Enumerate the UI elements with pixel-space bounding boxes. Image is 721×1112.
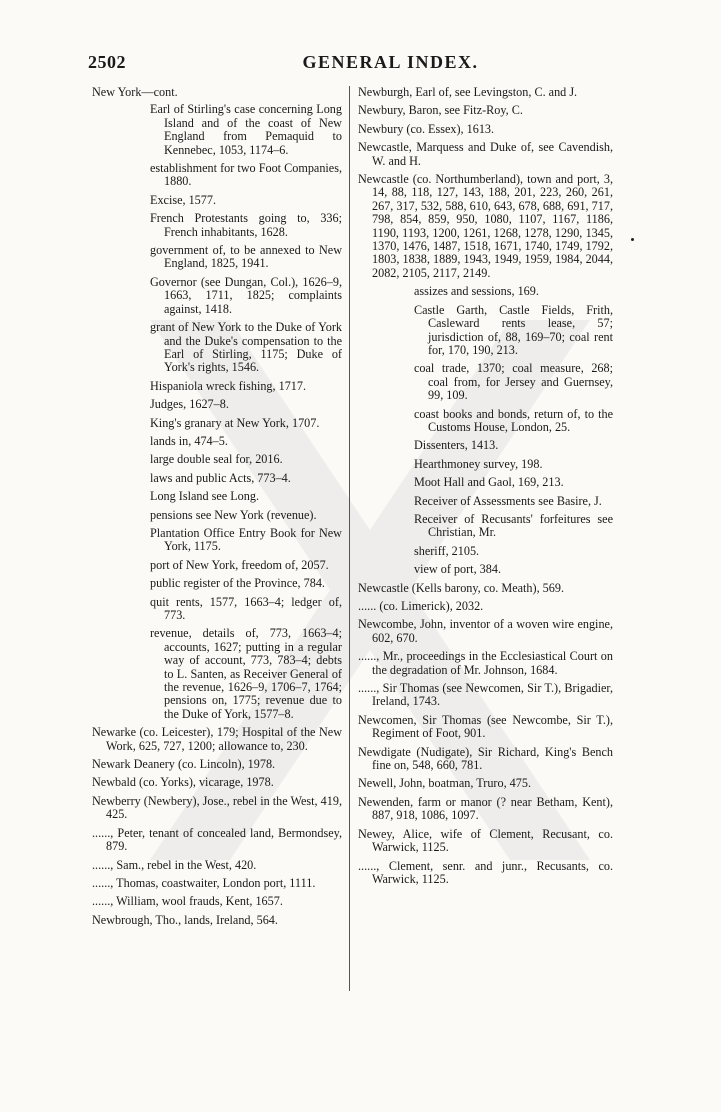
- index-subentry: view of port, 384.: [414, 562, 501, 577]
- index-entry: Newcomen, Sir Thomas (see Newcombe, Sir T.), Regiment of Foot, 901.: [358, 712, 613, 741]
- index-subentry: laws and public Acts, 773–4.: [150, 470, 291, 485]
- left-column: [92, 86, 342, 932]
- index-subentry: quit rents, 1577, 1663–4; ledger of, 773.: [150, 594, 342, 622]
- index-entry: Newenden, farm or manor (? near Betham, Kent), 887, 918, 1086, 1097.: [358, 794, 613, 823]
- index-entry: Newark Deanery (co. Lincoln), 1978.: [92, 757, 276, 772]
- index-entry: Newdigate (Nudigate), Sir Richard, King's Bench fine on, 548, 660, 781.: [358, 744, 613, 773]
- index-subentry: Castle Garth, Castle Fields, Frith, Casleward rents lease, 57; jurisdiction of, 88, 169–70; coal rent for, 170, 190, 213.: [414, 302, 613, 357]
- index-entry: ......, Sir Thomas (see Newcomen, Sir T.), Brigadier, Ireland, 1743.: [358, 681, 613, 709]
- index-entry: Newbald (co. Yorks), vicarage, 1978.: [92, 775, 274, 790]
- index-subentry: Moot Hall and Gaol, 169, 213.: [414, 475, 564, 490]
- index-entry: ......, William, wool frauds, Kent, 1657.: [92, 894, 283, 909]
- index-subentry: Plantation Office Entry Book for New York, 1175.: [150, 525, 342, 554]
- index-subentry: Long Island see Long.: [150, 489, 259, 504]
- index-entry: ...... (co. Limerick), 2032.: [358, 599, 484, 613]
- index-entry: Newell, John, boatman, Truro, 475.: [358, 776, 531, 791]
- index-entry: Newcastle (co. Northumberland), town and port, 3, 14, 88, 118, 127, 143, 188, 201, 223, 260, 261, 267, 317, 532, 588, 610, 643, 678, 688, 691, 717, 798, 854, 859, 950, 1080, 1107, 1167, 1186, 1190, 1193, 1200, 1261, 1268, 1278, 1290, 1345, 1370, 1476, 1487, 1518, 1671, 1740, 1749, 1792, 1803, 1838, 1889, 1943, 1949, 1959, 1984, 2044, 2082, 2105, 2117, 2149.: [358, 172, 613, 280]
- index-subentry: government of, to be annexed to New England, 1825, 1941.: [150, 243, 342, 271]
- index-entry: Newcastle, Marquess and Duke of, see Cavendish, W. and H.: [358, 140, 613, 168]
- index-subentry: large double seal for, 2016.: [150, 452, 283, 467]
- index-heading: New York—cont.: [92, 85, 178, 99]
- index-subentry: public register of the Province, 784.: [150, 576, 325, 591]
- index-entry: ......, Thomas, coastwaiter, London port, 1111.: [92, 875, 316, 890]
- index-entry: ......, Peter, tenant of concealed land, Bermondsey, 879.: [92, 825, 342, 854]
- index-subentry: assizes and sessions, 169.: [414, 284, 539, 299]
- index-entry: Newey, Alice, wife of Clement, Recusant, co. Warwick, 1125.: [358, 826, 613, 855]
- index-subentry: Excise, 1577.: [150, 192, 217, 207]
- index-entry: Newburgh, Earl of, see Levingston, C. and J.: [358, 85, 578, 99]
- index-entry: Newbrough, Tho., lands, Ireland, 564.: [92, 912, 278, 927]
- index-entry: Newberry (Newbery), Jose., rebel in the West, 419, 425.: [92, 793, 342, 822]
- page-number: 2502: [88, 52, 126, 72]
- index-subentry: Hearthmoney survey, 198.: [414, 456, 543, 471]
- right-column: [358, 86, 613, 891]
- index-subentry: Governor (see Dungan, Col.), 1626–9, 1663, 1711, 1825; complaints against, 1418.: [150, 274, 342, 316]
- index-subentry: port of New York, freedom of, 2057.: [150, 557, 329, 572]
- index-entry: Newarke (co. Leicester), 179; Hospital of the New Work, 625, 727, 1200; allowance to, 230.: [92, 725, 342, 753]
- index-subentry: Hispaniola wreck fishing, 1717.: [150, 378, 307, 393]
- index-subentry: coal trade, 1370; coal measure, 268; coal from, for Jersey and Guernsey, 99, 109.: [414, 361, 613, 403]
- index-entry: ......, Clement, senr. and junr., Recusants, co. Warwick, 1125.: [358, 858, 613, 886]
- index-subentry: grant of New York to the Duke of York and the Duke's compensation to the Earl of Stirling, 1175; Duke of York's rights, 1546.: [150, 320, 342, 375]
- index-subentry: sheriff, 2105.: [414, 543, 480, 558]
- index-subentry: establishment for two Foot Companies, 1880.: [150, 161, 342, 189]
- index-subentry: French Protestants going to, 336; French inhabitants, 1628.: [150, 211, 342, 239]
- index-subentry: revenue, details of, 773, 1663–4; accounts, 1627; putting in a regular way of account, 773, 783–4; debts to L. Santen, as Receiver General of the revenue, 1626–9, 1706–7, 1764; pensions on, 1775; revenue due to the Duke of York, 1577–8.: [150, 626, 342, 721]
- index-subentry: Receiver of Recusants' forfeitures see Christian, Mr.: [414, 511, 613, 540]
- index-subentry: Judges, 1627–8.: [150, 397, 229, 412]
- index-subentry: coast books and bonds, return of, to the Customs House, London, 25.: [414, 406, 613, 434]
- index-subentry: Earl of Stirling's case concerning Long Island and of the coast of New England from Pemaquid to Kennebec, 1053, 1174–6.: [150, 102, 342, 157]
- index-entry: Newcastle (Kells barony, co. Meath), 569.: [358, 580, 564, 595]
- index-entry: Newbury (co. Essex), 1613.: [358, 121, 495, 136]
- column-divider: [349, 86, 350, 991]
- page-title: GENERAL INDEX.: [302, 52, 479, 72]
- index-subentry: pensions see New York (revenue).: [150, 507, 317, 522]
- index-subentry: King's granary at New York, 1707.: [150, 415, 320, 430]
- margin-dot: [631, 238, 634, 241]
- index-subentry: lands in, 474–5.: [150, 433, 228, 448]
- index-entry: ......, Mr., proceedings in the Ecclesiastical Court on the degradation of Mr. Johnson, 1684.: [358, 649, 613, 677]
- index-entry: Newbury, Baron, see Fitz-Roy, C.: [358, 103, 523, 118]
- index-entry: ......, Sam., rebel in the West, 420.: [92, 857, 257, 872]
- index-subentry: Receiver of Assessments see Basire, J.: [414, 493, 602, 508]
- index-entry: Newcombe, John, inventor of a woven wire engine, 602, 670.: [358, 617, 613, 645]
- index-subentry: Dissenters, 1413.: [414, 438, 499, 453]
